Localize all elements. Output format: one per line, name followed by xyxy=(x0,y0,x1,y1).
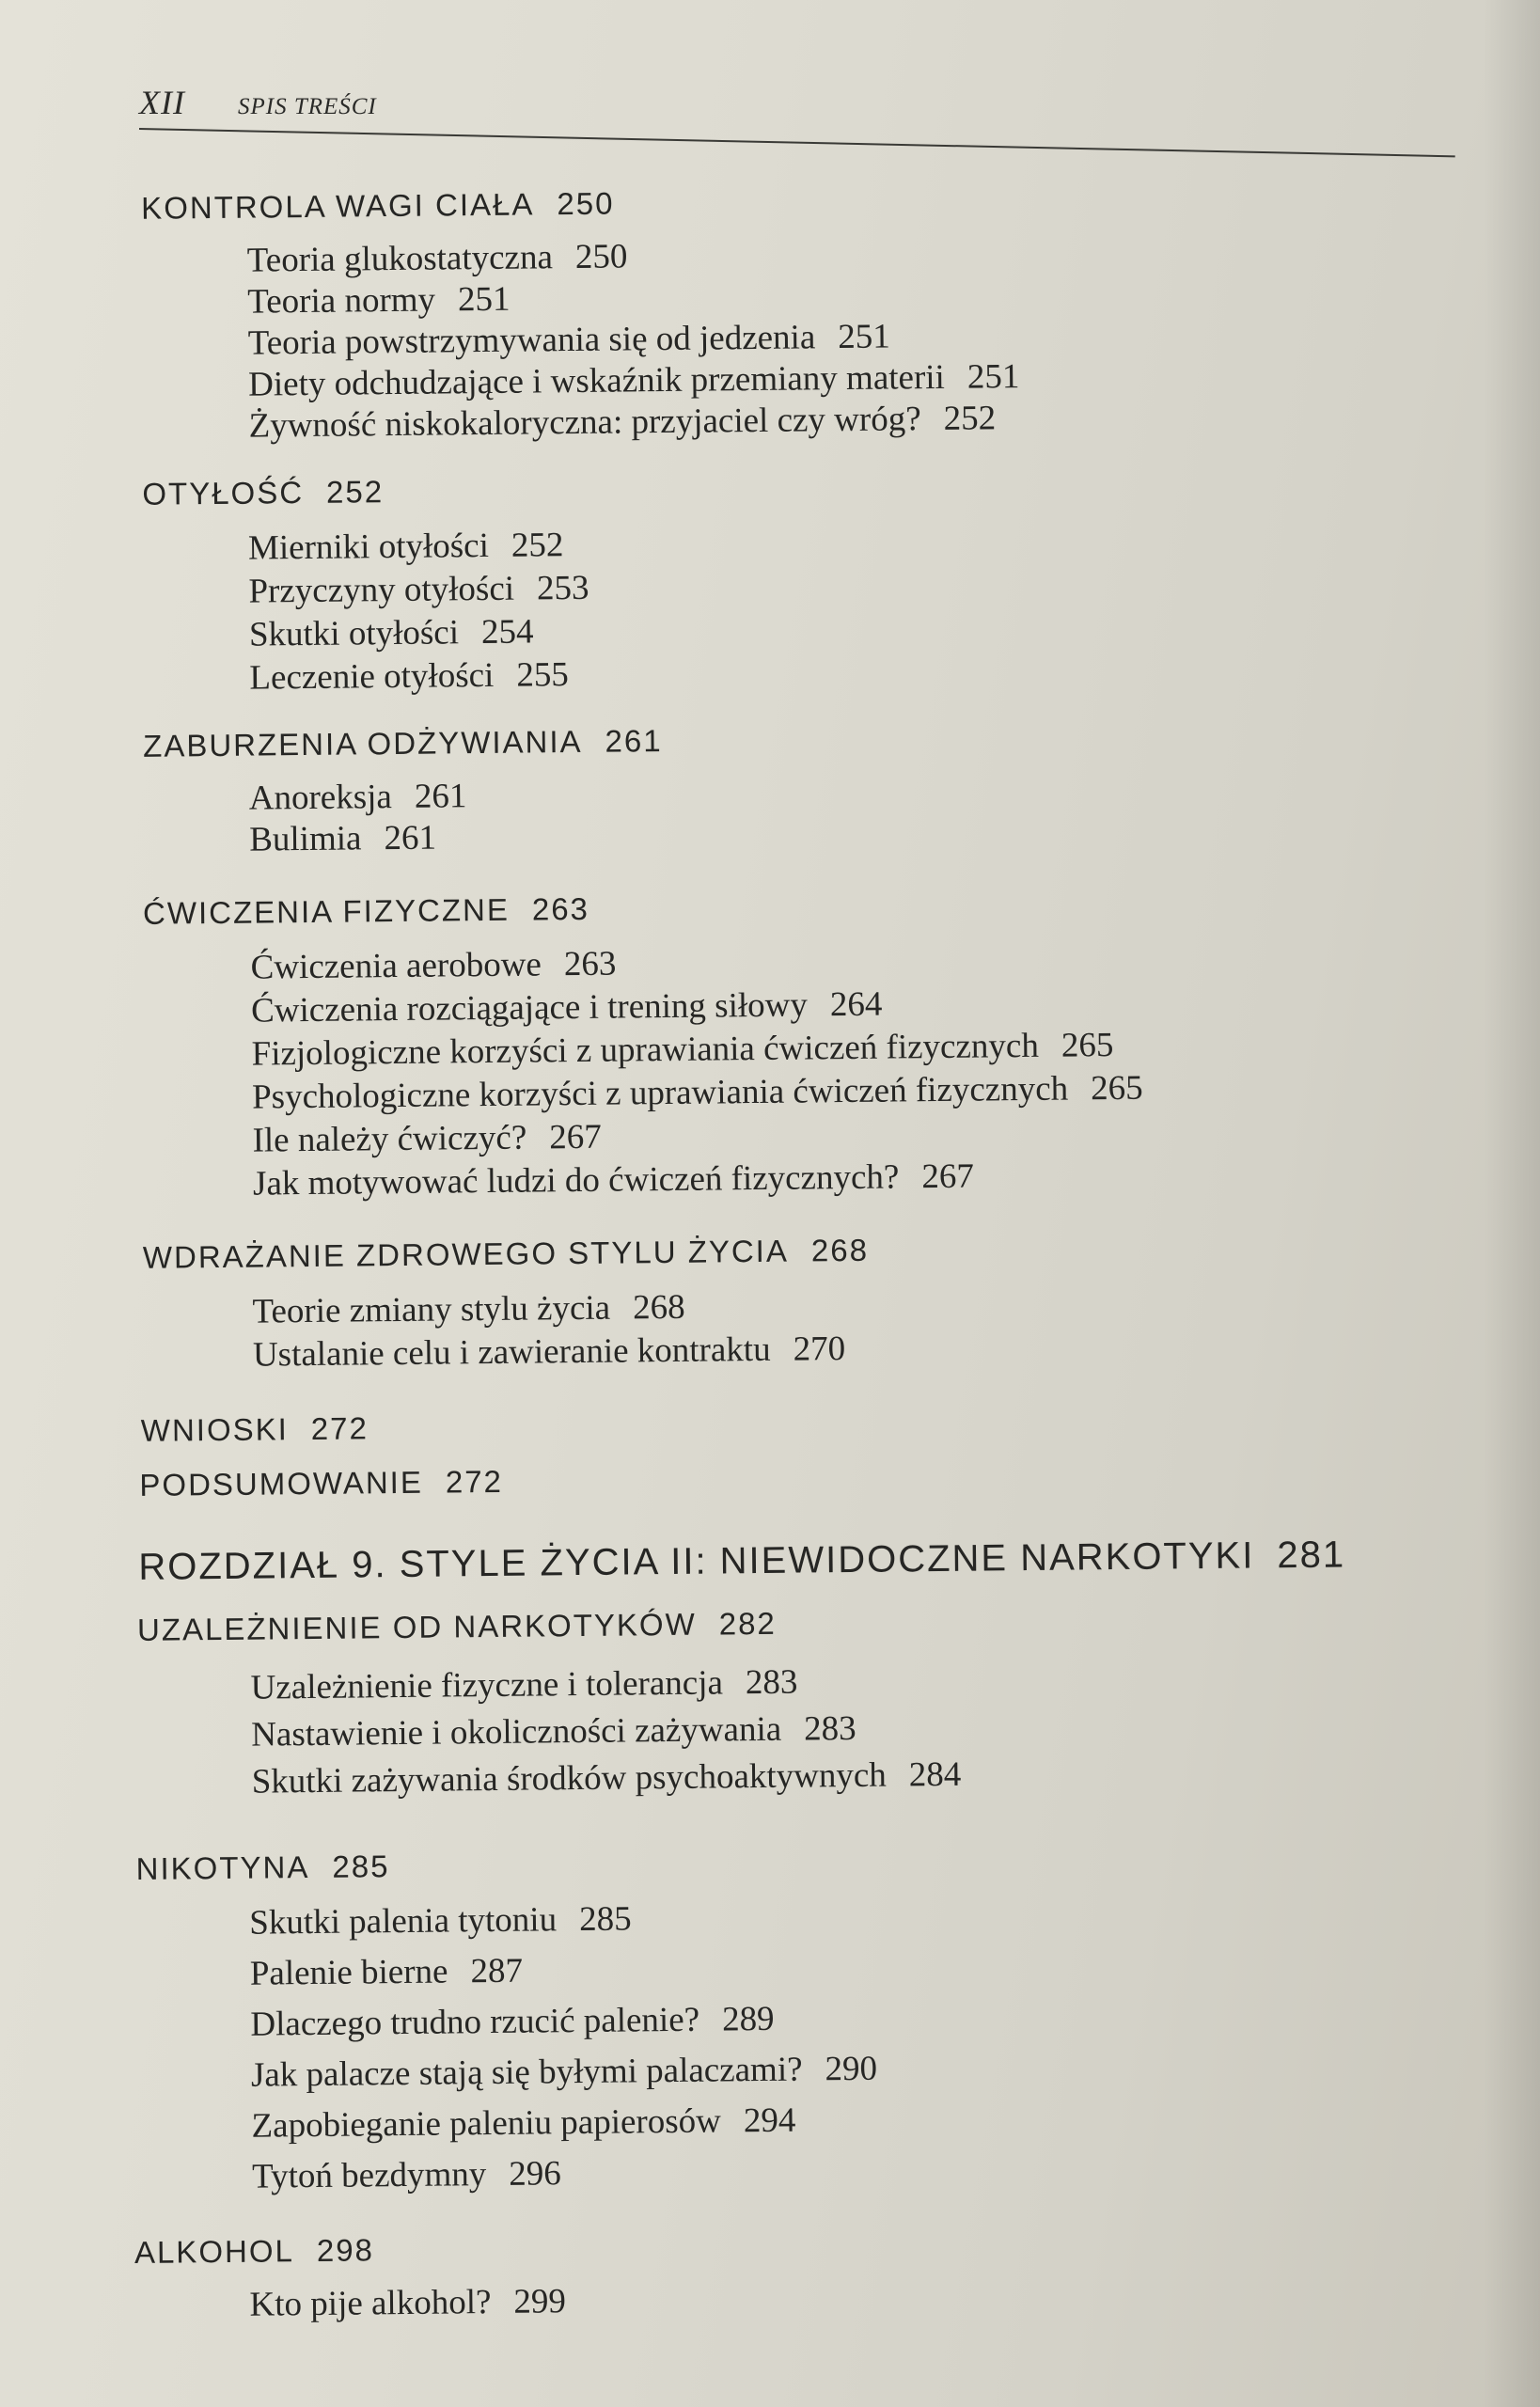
toc-section-title: ZABURZENIA ODŻYWIANIA xyxy=(142,723,583,763)
toc-page-number: 255 xyxy=(516,655,570,695)
toc-section-title: UZALEŻNIENIE OD NARKOTYKÓW xyxy=(136,1606,697,1647)
toc-entry xyxy=(252,1068,1143,1118)
toc-entry xyxy=(252,1117,602,1161)
toc-entry-text: Zapobieganie paleniu papierosów xyxy=(251,2101,722,2146)
toc-entry-text: Żywność niskokaloryczna: przyjaciel czy wróg? xyxy=(248,400,921,446)
toc-entry-text: Leczenie otyłości xyxy=(249,655,495,698)
toc-entry-text: Teorie zmiany stylu życia xyxy=(252,1288,611,1331)
toc-section-heading xyxy=(141,186,615,227)
toc-entry xyxy=(251,984,883,1031)
toc-page-number: 267 xyxy=(921,1156,975,1197)
toc-entry-text: Nastawienie i okoliczności zażywania xyxy=(250,1709,782,1754)
toc-entry-text: Teoria powstrzymywania się od jedzenia xyxy=(247,318,816,363)
toc-section-heading xyxy=(134,2232,374,2271)
toc-page-number: 283 xyxy=(745,1662,798,1703)
toc-entry xyxy=(248,398,996,446)
toc-section-title: WDRAŻANIE ZDROWEGO STYLU ŻYCIA xyxy=(142,1233,790,1275)
toc-entry-text: Dlaczego trudno rzucić palenie? xyxy=(250,2000,700,2044)
toc-page-number: 268 xyxy=(632,1287,685,1328)
toc-page-number: 272 xyxy=(445,1463,504,1500)
toc-entry xyxy=(250,1662,797,1708)
toc-page-number: 250 xyxy=(574,237,628,276)
toc-page-number: 265 xyxy=(1090,1068,1143,1109)
toc-entry xyxy=(253,1156,974,1204)
toc-page-number: 268 xyxy=(810,1232,870,1268)
toc-entry xyxy=(247,279,511,323)
toc-section-heading xyxy=(137,1606,777,1648)
toc-entry xyxy=(248,568,589,612)
toc-entry xyxy=(249,776,467,818)
toc-entry xyxy=(252,2153,561,2196)
toc-page-number: 251 xyxy=(966,357,1020,397)
toc-page-number: 263 xyxy=(531,890,590,927)
toc-entry xyxy=(251,1025,1113,1075)
toc-page-number: 272 xyxy=(310,1410,369,1446)
toc-page-number: 285 xyxy=(578,1899,632,1940)
toc-page-number: 261 xyxy=(605,723,663,759)
toc-section-title: OTYŁOŚĆ xyxy=(142,475,305,511)
toc-page-number: 283 xyxy=(803,1708,856,1749)
toc-section-heading xyxy=(139,1464,503,1503)
toc-section-title: WNIOSKI xyxy=(140,1411,290,1448)
toc-page-number: 285 xyxy=(332,1849,390,1884)
toc-entry-text: Mierniki otyłości xyxy=(247,526,490,568)
toc-entry xyxy=(249,611,534,654)
toc-page-number: 282 xyxy=(718,1605,777,1642)
toc-entry xyxy=(248,525,564,569)
toc-section-title: KONTROLA WAGI CIAŁA xyxy=(140,186,535,226)
toc-entry xyxy=(251,1754,961,1802)
toc-entry-text: Skutki zażywania środków psychoaktywnych xyxy=(251,1755,888,1801)
toc-entry xyxy=(249,2281,566,2325)
toc-entry xyxy=(249,818,436,860)
toc-entry-text: Kto pije alkohol? xyxy=(249,2283,492,2324)
toc-section-heading xyxy=(142,474,384,512)
toc-page-number: 253 xyxy=(536,568,589,608)
toc-entry xyxy=(250,1951,524,1994)
toc-entry xyxy=(251,2049,878,2096)
toc-entry-text: Teoria glukostatyczna xyxy=(246,238,554,280)
toc-page-number: 267 xyxy=(549,1117,602,1157)
toc-entry xyxy=(253,1329,846,1376)
toc-chapter-heading xyxy=(138,1534,1345,1588)
toc-page-number: 264 xyxy=(829,984,883,1025)
toc-entry-text: Ćwiczenia aerobowe xyxy=(250,945,542,987)
toc-entry xyxy=(249,654,569,699)
page-number: XII xyxy=(139,84,185,121)
toc-entry xyxy=(248,356,1020,405)
toc-section-title: NIKOTYNA xyxy=(135,1849,310,1886)
toc-page-number: 261 xyxy=(414,777,467,816)
toc-page-number: 284 xyxy=(908,1754,962,1795)
toc-entry-text: Przyczyny otyłości xyxy=(248,569,515,611)
toc-page-number: 294 xyxy=(743,2100,796,2141)
toc-section-title: ALKOHOL xyxy=(134,2233,295,2270)
toc-entry-text: Jak motywować ludzi do ćwiczeń fizycznych? xyxy=(252,1157,900,1204)
toc-page-number: 261 xyxy=(384,818,437,858)
toc-entry-text: Ustalanie celu i zawieranie kontraktu xyxy=(252,1329,771,1375)
toc-section-title: PODSUMOWANIE xyxy=(139,1464,424,1502)
toc-entry-text: Bulimia xyxy=(249,819,362,859)
toc-page-number: 265 xyxy=(1061,1026,1114,1065)
toc-page-number: 281 xyxy=(1277,1534,1346,1577)
toc-entry-text: Ćwiczenia rozciągające i trening siłowy xyxy=(250,985,809,1030)
toc-entry xyxy=(251,1708,856,1755)
toc-page-number: 298 xyxy=(316,2232,375,2268)
toc-entry-text: Jak palacze stają się byłymi palaczami? xyxy=(250,2050,803,2095)
toc-section-heading xyxy=(143,891,589,932)
toc-entry xyxy=(251,2100,795,2147)
toc-section-heading xyxy=(135,1849,389,1887)
toc-entry xyxy=(250,1999,775,2045)
running-head-title: SPIS TREŚCI xyxy=(237,94,377,119)
toc-section-heading xyxy=(141,1410,369,1449)
toc-entry xyxy=(249,1898,632,1943)
toc-entry-text: Skutki palenia tytoniu xyxy=(249,1900,558,1943)
toc-page-number: 270 xyxy=(793,1329,846,1369)
toc-entry xyxy=(247,236,628,280)
toc-page-number: 251 xyxy=(457,279,511,320)
toc-page-number: 252 xyxy=(325,474,385,510)
toc-entry-text: Ile należy ćwiczyć? xyxy=(252,1118,527,1160)
toc-entry-text: Skutki otyłości xyxy=(248,613,460,654)
toc-page-number: 252 xyxy=(511,526,564,565)
toc-entry-text: Tytoń bezdymny xyxy=(251,2155,487,2196)
toc-entry xyxy=(252,1287,685,1332)
toc-page-number: 296 xyxy=(509,2154,561,2194)
toc-page-number: 287 xyxy=(470,1951,524,1991)
toc-section-heading xyxy=(143,1233,869,1276)
toc-entry-text: Fizjologiczne korzyści z uprawiania ćwiczeń fizycznych xyxy=(251,1026,1040,1074)
toc-page-number: 250 xyxy=(557,185,615,222)
toc-entry-text: Teoria normy xyxy=(247,280,436,322)
toc-page-number: 289 xyxy=(721,1999,775,2039)
toc-section-heading xyxy=(143,723,663,764)
toc-page-number: 263 xyxy=(563,944,617,984)
toc-entry-text: Palenie bierne xyxy=(249,1952,448,1993)
toc-page-number: 290 xyxy=(825,2049,878,2089)
toc-entry-text: Anoreksja xyxy=(248,778,393,818)
toc-entry-text: Diety odchudzające i wskaźnik przemiany materii xyxy=(247,357,946,404)
toc-entry-text: Uzależnienie fizyczne i tolerancja xyxy=(250,1663,724,1707)
toc-section-title: ĆWICZENIA FIZYCZNE xyxy=(142,891,511,931)
toc-page-number: 254 xyxy=(480,612,534,653)
toc-page-number: 299 xyxy=(513,2282,567,2321)
toc-entry-text: Psychologiczne korzyści z uprawiania ćwiczeń fizycznych xyxy=(251,1069,1069,1117)
toc-entry xyxy=(247,316,890,363)
toc-entry xyxy=(250,944,616,988)
toc-page-number: 252 xyxy=(943,399,997,438)
toc-page-number: 251 xyxy=(838,317,890,357)
toc-chapter-title: ROZDZIAŁ 9. STYLE ŻYCIA II: NIEWIDOCZNE NARKOTYKI xyxy=(138,1534,1255,1588)
